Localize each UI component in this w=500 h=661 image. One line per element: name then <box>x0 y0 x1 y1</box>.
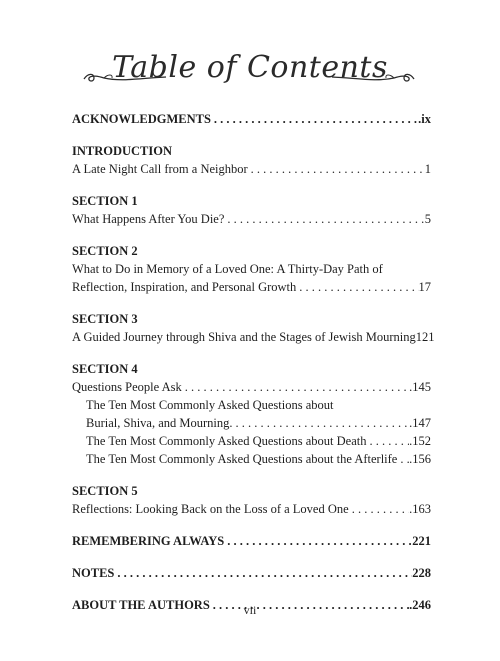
toc-entry-page: 5 <box>424 212 431 226</box>
toc-entry-page: .163 <box>409 502 431 516</box>
toc-entry-title: Questions People Ask <box>72 380 182 394</box>
toc-entry-page: 17 <box>418 280 431 294</box>
dot-leader <box>397 450 409 468</box>
dot-leader <box>182 378 409 396</box>
dot-leader <box>224 532 412 550</box>
toc-subentry-page: .147 <box>409 416 431 430</box>
toc-group-introduction <box>72 142 431 178</box>
section-heading: SECTION 5 <box>72 484 138 498</box>
toc-subentry-title: Burial, Shiva, and Mourning. <box>86 416 233 430</box>
toc-subentry-title: The Ten Most Commonly Asked Questions about the Afterlife <box>86 452 398 466</box>
toc-entry-page: 1 <box>424 162 431 176</box>
toc-group-section-1 <box>72 192 431 228</box>
toc-entry-title: A Late Night Call from a Neighbor <box>72 162 248 176</box>
toc-entry[interactable] <box>72 210 431 228</box>
dot-leader <box>114 564 412 582</box>
dot-leader <box>349 500 409 518</box>
toc-entry[interactable] <box>72 564 431 582</box>
toc-group-notes <box>72 564 431 582</box>
dot-leader <box>211 110 418 128</box>
section-heading: SECTION 1 <box>72 194 138 208</box>
toc-entry[interactable] <box>72 160 431 178</box>
toc-entry-page: 221 <box>412 534 431 548</box>
toc-entry-page: .246 <box>409 598 431 612</box>
dot-leader <box>233 414 410 432</box>
section-heading: SECTION 4 <box>72 362 138 376</box>
toc-entry[interactable] <box>72 110 431 128</box>
toc-group-section-2 <box>72 242 431 296</box>
toc-group-remembering-always <box>72 532 431 550</box>
toc-entry[interactable] <box>72 532 431 550</box>
toc-group-section-4 <box>72 360 431 468</box>
section-heading: SECTION 2 <box>72 244 138 258</box>
toc-group-section-3 <box>72 310 435 346</box>
dot-leader <box>296 278 418 296</box>
toc-entry-title: Reflection, Inspiration, and Personal Growth <box>72 280 297 294</box>
toc-entry-page: .ix <box>418 112 431 126</box>
toc-group-section-5 <box>72 482 431 518</box>
toc-subentry-page: .152 <box>409 434 431 448</box>
toc-list <box>72 110 435 628</box>
toc-entry-title: ACKNOWLEDGMENTS <box>72 112 211 126</box>
left-flourish-ornament <box>82 70 168 84</box>
toc-entry-title: REMEMBERING ALWAYS <box>72 534 225 548</box>
toc-subentry-title: The Ten Most Commonly Asked Questions about Death <box>86 434 367 448</box>
toc-entry-page: 228 <box>412 566 431 580</box>
toc-entry[interactable] <box>72 500 431 518</box>
toc-entry[interactable] <box>72 278 431 296</box>
toc-subentry[interactable] <box>72 432 431 450</box>
toc-entry-title: What Happens After You Die? <box>72 212 225 226</box>
toc-subentry-title-continued[interactable]: The Ten Most Commonly Asked Questions about <box>86 398 334 412</box>
toc-entry-page: .145 <box>409 380 431 394</box>
page-title: Table of Contents <box>112 50 388 85</box>
toc-entry-title: Reflections: Looking Back on the Loss of a Loved One <box>72 502 349 516</box>
page-number: vii <box>243 603 257 617</box>
section-heading: SECTION 3 <box>72 312 138 326</box>
toc-entry-title: NOTES <box>72 566 115 580</box>
toc-entry-title: A Guided Journey through Shiva and the Stages of Jewish Mourning <box>72 330 416 344</box>
toc-group-acknowledgments <box>72 110 431 128</box>
toc-entry-title: ABOUT THE AUTHORS <box>72 598 210 612</box>
dot-leader <box>366 432 409 450</box>
toc-entry-title-continued[interactable]: What to Do in Memory of a Loved One: A Thirty-Day Path of <box>72 262 383 276</box>
toc-subentry[interactable] <box>72 414 431 432</box>
section-heading: INTRODUCTION <box>72 144 173 158</box>
dot-leader <box>248 160 425 178</box>
toc-entry-page: 121 <box>415 330 435 344</box>
right-flourish-ornament <box>330 70 416 84</box>
toc-entry[interactable] <box>72 378 431 396</box>
toc-subentry[interactable] <box>72 450 431 468</box>
dot-leader <box>224 210 424 228</box>
toc-subentry-page: .156 <box>409 452 431 466</box>
toc-entry[interactable] <box>72 328 435 346</box>
